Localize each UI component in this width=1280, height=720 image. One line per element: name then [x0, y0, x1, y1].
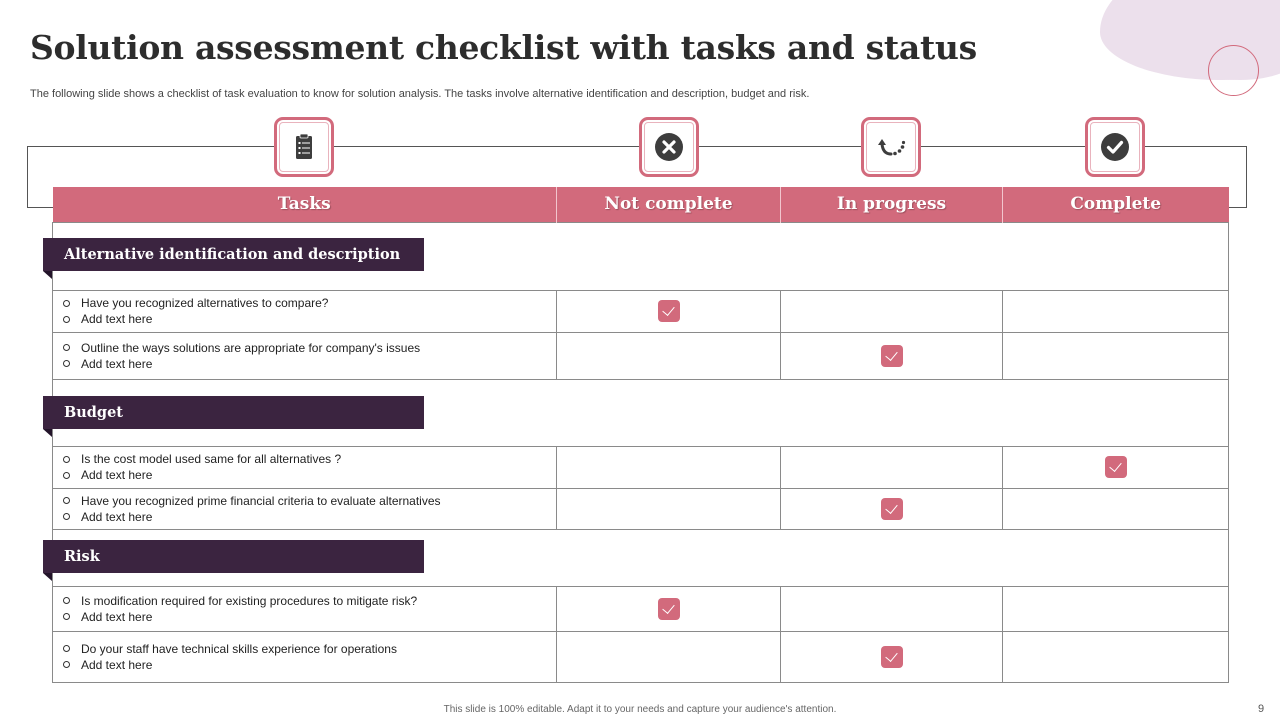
bullet-icon: [63, 645, 70, 652]
slide-title: Solution assessment checklist with tasks and status: [30, 28, 977, 67]
table-row: [53, 586, 1229, 631]
bullet-icon: [63, 456, 70, 463]
table-row: [53, 631, 1229, 682]
column-header-not-complete: Not complete: [557, 187, 781, 222]
bullet-icon: [63, 497, 70, 504]
status-cell-not-complete: [557, 332, 781, 379]
status-cell-complete: [1003, 631, 1229, 682]
checkbox-checked-icon[interactable]: [1105, 456, 1127, 478]
check-circle-icon: [1100, 132, 1130, 162]
page-number: 9: [1258, 703, 1265, 715]
status-cell-complete: [1003, 446, 1229, 488]
checkbox-checked-icon[interactable]: [881, 345, 903, 367]
checkbox-checked-icon[interactable]: [658, 300, 680, 322]
column-header-in-progress: In progress: [781, 187, 1003, 222]
status-cell-not-complete: [557, 446, 781, 488]
checkbox-checked-icon[interactable]: [881, 646, 903, 668]
bullet-icon: [63, 300, 70, 307]
checklist-table: [52, 187, 1229, 683]
status-cell-not-complete: [557, 290, 781, 332]
bullet-icon: [63, 472, 70, 479]
status-cell-complete: [1003, 488, 1229, 529]
bullet-icon: [63, 597, 70, 604]
table-row: [53, 290, 1229, 332]
status-cell-in-progress: [781, 332, 1003, 379]
table-row: [53, 332, 1229, 379]
status-cell-in-progress: [781, 586, 1003, 631]
task-text: Outline the ways solutions are appropriate for company's issues: [81, 340, 421, 355]
task-text: Add text here: [81, 609, 153, 624]
status-cell-complete: [1003, 586, 1229, 631]
section-banner: Risk: [43, 540, 424, 573]
task-cell: [53, 332, 557, 379]
bullet-icon: [63, 613, 70, 620]
section-row: [53, 379, 1229, 446]
section-banner: Budget: [43, 396, 424, 429]
bullet-icon: [63, 316, 70, 323]
checkbox-checked-icon[interactable]: [881, 498, 903, 520]
task-text: Is modification required for existing procedures to mitigate risk?: [81, 593, 418, 608]
task-cell: [53, 290, 557, 332]
slide-footer: This slide is 100% editable. Adapt it to your needs and capture your audience's attention.: [443, 704, 837, 715]
status-cell-complete: [1003, 332, 1229, 379]
task-text: Have you recognized prime financial criteria to evaluate alternatives: [81, 493, 441, 508]
task-cell: [53, 586, 557, 631]
task-text: Do your staff have technical skills experience for operations: [81, 641, 397, 656]
not-complete-icon-box: [639, 117, 699, 177]
clipboard-icon: [289, 132, 319, 162]
task-cell: [53, 446, 557, 488]
status-cell-not-complete: [557, 631, 781, 682]
section-row: [53, 529, 1229, 586]
bullet-icon: [63, 513, 70, 520]
complete-icon-box: [1085, 117, 1145, 177]
frame-line: [1227, 207, 1247, 208]
table-row: [53, 446, 1229, 488]
table-header-row: [53, 187, 1229, 222]
tasks-icon-box: [274, 117, 334, 177]
bullet-icon: [63, 344, 70, 351]
task-text: Add text here: [81, 312, 153, 326]
status-cell-in-progress: [781, 446, 1003, 488]
column-header-tasks: Tasks: [53, 187, 557, 222]
bullet-icon: [63, 360, 70, 367]
section-row: [53, 222, 1229, 290]
slide-subtitle: The following slide shows a checklist of task evaluation to know for solution analysis. The tasks involve alternative identification and description, budget and risk.: [30, 88, 810, 100]
task-cell: [53, 631, 557, 682]
section-banner: Alternative identification and description: [43, 238, 424, 271]
frame-line: [27, 207, 53, 208]
task-cell: [53, 488, 557, 529]
decorative-ring: [1208, 45, 1259, 96]
task-text: Have you recognized alternatives to compare?: [81, 296, 329, 310]
task-text: Add text here: [81, 657, 153, 672]
status-cell-in-progress: [781, 290, 1003, 332]
bullet-icon: [63, 661, 70, 668]
status-cell-in-progress: [781, 488, 1003, 529]
status-cell-not-complete: [557, 586, 781, 631]
x-circle-icon: [654, 132, 684, 162]
task-text: Add text here: [81, 356, 153, 371]
table-row: [53, 488, 1229, 529]
task-text: Is the cost model used same for all alternatives ?: [81, 452, 342, 466]
in-progress-icon-box: [861, 117, 921, 177]
checkbox-checked-icon[interactable]: [658, 598, 680, 620]
status-cell-in-progress: [781, 631, 1003, 682]
task-text: Add text here: [81, 468, 153, 482]
status-cell-not-complete: [557, 488, 781, 529]
progress-arrow-icon: [876, 132, 906, 162]
column-header-complete: Complete: [1003, 187, 1229, 222]
task-text: Add text here: [81, 509, 153, 524]
status-cell-complete: [1003, 290, 1229, 332]
